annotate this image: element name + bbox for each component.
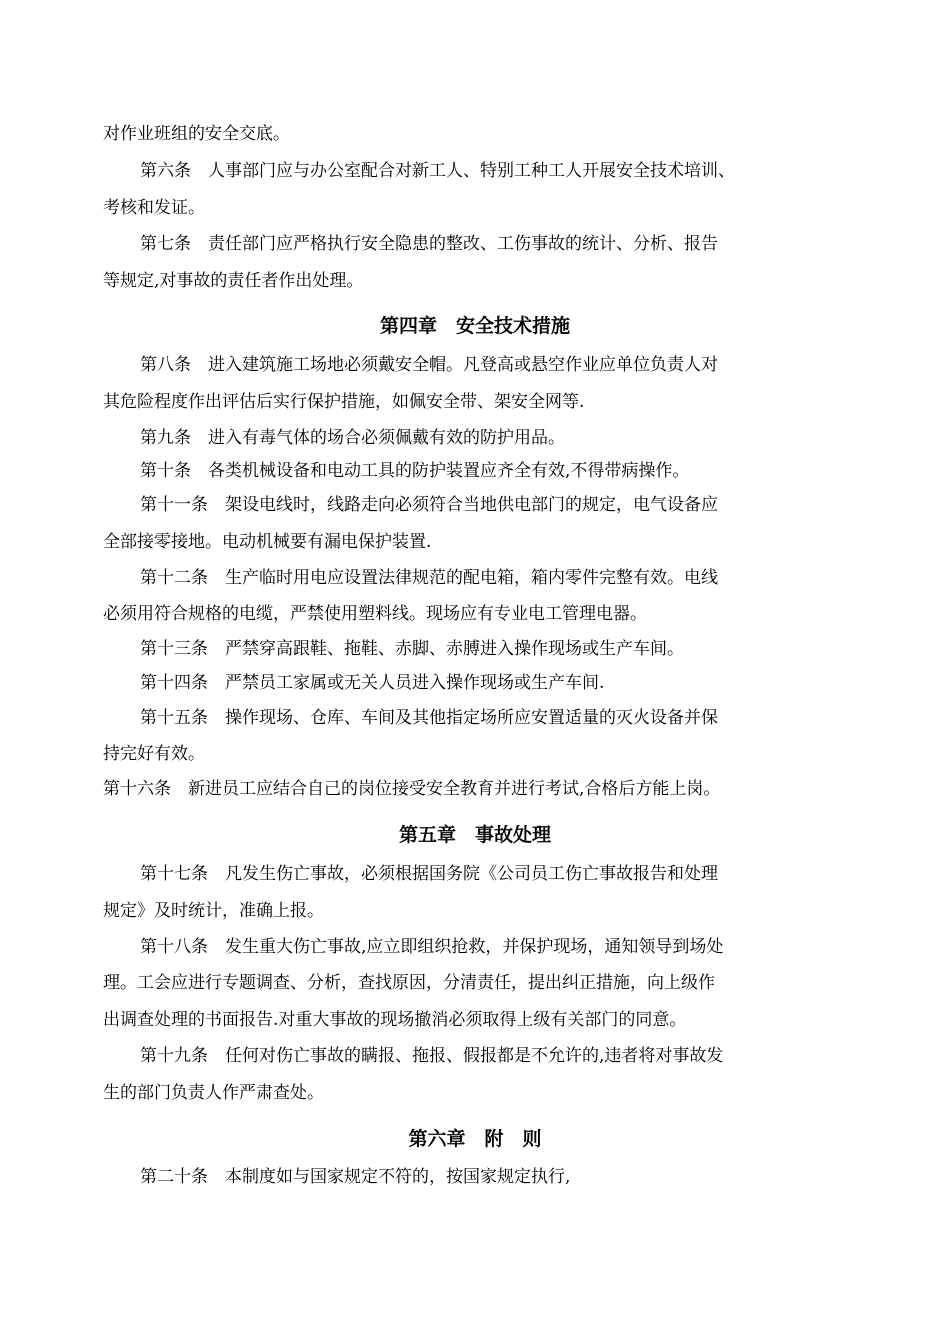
article-7-line: 第七条 责任部门应严格执行安全隐患的整改、工伤事故的统计、分析、报告 bbox=[140, 234, 718, 254]
article-9-line: 第九条 进入有毒气体的场合必须佩戴有效的防护用品。 bbox=[140, 428, 565, 448]
body-line: 等规定,对事故的责任者作出处理。 bbox=[103, 271, 364, 291]
body-line: 规定》及时统计，准确上报。 bbox=[103, 901, 324, 921]
article-19-line: 第十九条 任何对伤亡事故的瞒报、拖报、假报都是不允许的,违者将对事故发 bbox=[140, 1046, 724, 1066]
article-6-line: 第六条 人事部门应与办公室配合对新工人、特别工种工人开展安全技术培训、 bbox=[140, 161, 735, 181]
article-20-line: 第二十条 本制度如与国家规定不符的，按国家规定执行, bbox=[140, 1167, 571, 1187]
chapter-6-heading: 第六章 附 则 bbox=[408, 1128, 542, 1150]
article-8-line: 第八条 进入建筑施工场地必须戴安全帽。凡登高或悬空作业应单位负责人对 bbox=[140, 355, 718, 375]
chapter-5-heading: 第五章 事故处理 bbox=[398, 824, 551, 846]
article-10-line: 第十条 各类机械设备和电动工具的防护装置应齐全有效,不得带病操作。 bbox=[140, 461, 690, 481]
body-line: 持完好有效。 bbox=[103, 744, 205, 764]
body-line: 生的部门负责人作严肃查处。 bbox=[103, 1083, 324, 1103]
body-line: 其危险程度作出评估后实行保护措施，如佩安全带、架安全网等. bbox=[103, 392, 585, 412]
body-line: 考核和发证。 bbox=[103, 198, 205, 218]
article-15-line: 第十五条 操作现场、仓库、车间及其他指定场所应安置适量的灭火设备并保 bbox=[140, 708, 718, 728]
body-line: 理。工会应进行专题调查、分析，查找原因，分清责任，提出纠正措施，向上级作 bbox=[103, 973, 715, 993]
article-18-line: 第十八条 发生重大伤亡事故,应立即组织抢救，并保护现场，通知领导到场处 bbox=[140, 937, 724, 957]
chapter-4-heading: 第四章 安全技术措施 bbox=[379, 315, 570, 337]
article-17-line: 第十七条 凡发生伤亡事故，必须根据国务院《公司员工伤亡事故报告和处理 bbox=[140, 864, 718, 884]
body-line: 对作业班组的安全交底。 bbox=[103, 124, 290, 144]
article-13-line: 第十三条 严禁穿高跟鞋、拖鞋、赤脚、赤膊进入操作现场或生产车间。 bbox=[140, 639, 684, 659]
article-11-line: 第十一条 架设电线时，线路走向必须符合当地供电部门的规定，电气设备应 bbox=[140, 495, 718, 515]
body-line: 必须用符合规格的电缆，严禁使用塑料线。现场应有专业电工管理电器。 bbox=[103, 604, 647, 624]
article-16-line: 第十六条 新进员工应结合自己的岗位接受安全教育并进行考试,合格后方能上岗。 bbox=[103, 779, 721, 799]
article-14-line: 第十四条 严禁员工家属或无关人员进入操作现场或生产车间. bbox=[140, 673, 605, 693]
body-line: 全部接零接地。电动机械要有漏电保护装置. bbox=[103, 532, 432, 552]
article-12-line: 第十二条 生产临时用电应设置法律规范的配电箱，箱内零件完整有效。电线 bbox=[140, 568, 718, 588]
body-line: 出调查处理的书面报告.对重大事故的现场撤消必须取得上级有关部门的同意。 bbox=[103, 1010, 687, 1030]
